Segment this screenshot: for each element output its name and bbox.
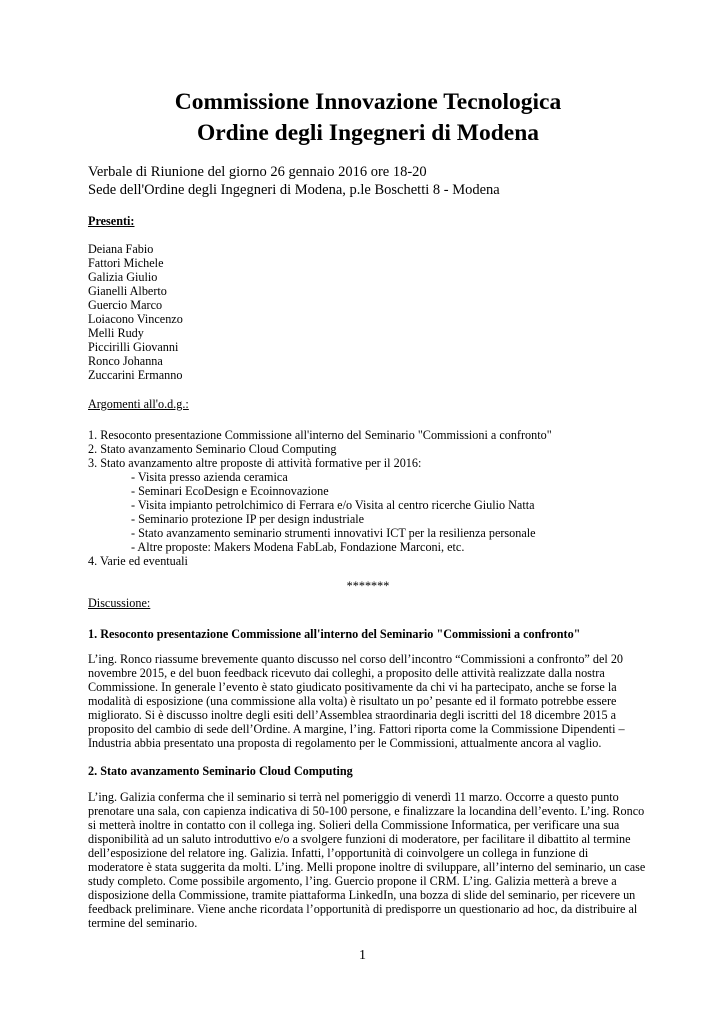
agenda-subitem: - Stato avanzamento seminario strumenti innovativi ICT per la resilienza personale bbox=[131, 526, 536, 540]
section2-heading: 2. Stato avanzamento Seminario Cloud Computing bbox=[88, 764, 353, 778]
paragraph-line: moderatore è stata suggerita da molti. L’ing. Melli propone inoltre di sviluppare, all’interno del seminario, un case bbox=[88, 860, 646, 874]
attendee: Fattori Michele bbox=[88, 256, 164, 270]
page-number: 1 bbox=[359, 948, 366, 963]
section-separator: ******* bbox=[346, 579, 390, 593]
paragraph-line: study completo. Come possibile argomento, l’ing. Guercio propone il CRM. L’ing. Galizia metterà a breve a bbox=[88, 874, 617, 888]
paragraph-line: Industria abbia presentato una proposta di regolamento per le Commissioni, attualmente ancora al vaglio. bbox=[88, 736, 602, 750]
paragraph-line: proposito del cambio di sede dell’Ordine. A margine, l’ing. Fattori riporta come la Commissione Dipendenti – bbox=[88, 722, 625, 736]
document-title: Commissione Innovazione Tecnologica bbox=[174, 89, 562, 115]
document-subtitle: Ordine degli Ingegneri di Modena bbox=[196, 120, 540, 146]
attendee: Galizia Giulio bbox=[88, 270, 158, 284]
agenda-item: 1. Resoconto presentazione Commissione all'interno del Seminario "Commissioni a confronto" bbox=[88, 428, 552, 442]
agenda-list bbox=[88, 428, 552, 568]
paragraph-line: migliorato. Si è discusso inoltre degli esiti dell’Assemblea straordinaria degli iscritti del 18 dicembre 2015 a bbox=[88, 708, 617, 722]
paragraph-line: L’ing. Ronco riassume brevemente quanto discusso nel corso dell’incontro “Commissioni a confronto” del 20 bbox=[88, 652, 624, 666]
agenda-item: 3. Stato avanzamento altre proposte di attività formative per il 2016: bbox=[88, 456, 422, 470]
attendee: Piccirilli Giovanni bbox=[88, 340, 179, 354]
paragraph-line: si metterà inoltre in contatto con il collega ing. Solieri della Commissione Informatica, per verificare una sua bbox=[88, 818, 620, 832]
discussione-heading bbox=[88, 596, 150, 610]
attendee-list bbox=[88, 242, 183, 382]
paragraph-line: disponibilità ad un saluto introduttivo e/o a svolgere funzioni di moderatore, per facilitare il dibattito al termine bbox=[88, 832, 631, 846]
meeting-date-line: Verbale di Riunione del giorno 26 gennaio 2016 ore 18-20 bbox=[88, 164, 427, 180]
paragraph-line: feedback preliminare. Viene anche ricordata l’opportunità di predisporre un questionario ad hoc, da distribuire al bbox=[88, 902, 638, 916]
paragraph-line: Commissione. In generale l’evento è stato giudicato positivamente da chi vi ha partecipato, anche se forse la bbox=[88, 680, 617, 694]
presenti-heading bbox=[88, 214, 134, 228]
agenda-subitem: - Visita presso azienda ceramica bbox=[131, 470, 288, 484]
section2-paragraph bbox=[88, 790, 646, 930]
attendee: Melli Rudy bbox=[88, 326, 144, 340]
attendee: Loiacono Vincenzo bbox=[88, 312, 183, 326]
attendee: Guercio Marco bbox=[88, 298, 163, 312]
agenda-item: 4. Varie ed eventuali bbox=[88, 554, 188, 568]
agenda-subitem: - Visita impianto petrolchimico di Ferrara e/o Visita al centro ricerche Giulio Natta bbox=[131, 498, 535, 512]
venue-line: Sede dell'Ordine degli Ingegneri di Modena, p.le Boschetti 8 - Modena bbox=[88, 182, 500, 198]
section1-heading: 1. Resoconto presentazione Commissione all'interno del Seminario "Commissioni a confronto" bbox=[88, 627, 581, 641]
agenda-subitem: - Seminari EcoDesign e Ecoinnovazione bbox=[131, 484, 329, 498]
paragraph-line: dell’esposizione del relatore ing. Galizia. Infatti, l’opportunità di coinvolgere un collega in funzione di bbox=[88, 846, 589, 860]
paragraph-line: novembre 2015, e del buon feedback ricevuto dai colleghi, a proposito delle attività realizzate dalla nostra bbox=[88, 666, 605, 680]
paragraph-line: modalità di esposizione (una commissione alla volta) è risultato un po’ pesante ed il formato potrebbe essere bbox=[88, 694, 617, 708]
section1-paragraph bbox=[88, 652, 643, 750]
attendee: Ronco Johanna bbox=[88, 354, 163, 368]
attendee: Zuccarini Ermanno bbox=[88, 368, 183, 382]
attendee: Deiana Fabio bbox=[88, 242, 154, 256]
paragraph-line: disposizione della Commissione, tramite piattaforma LinkedIn, una bozza di slide del seminario, per ricevere un bbox=[88, 888, 636, 902]
discussione-heading-text: Discussione: bbox=[88, 596, 151, 610]
argomenti-heading bbox=[88, 397, 189, 411]
paragraph-line: prenotare una sala, con capienza indicativa di 50-100 persone, e finalizzare la locandina dell’evento. L’ing. Ronco bbox=[88, 804, 645, 818]
agenda-subitem: - Seminario protezione IP per design industriale bbox=[131, 512, 365, 526]
presenti-heading-text: Presenti: bbox=[88, 214, 135, 228]
attendee: Gianelli Alberto bbox=[88, 284, 167, 298]
agenda-item: 2. Stato avanzamento Seminario Cloud Computing bbox=[88, 442, 337, 456]
paragraph-line: L’ing. Galizia conferma che il seminario si terrà nel pomeriggio di venerdì 11 marzo. Occorre a questo punto bbox=[88, 790, 619, 804]
paragraph-line: termine del seminario. bbox=[88, 916, 198, 930]
argomenti-heading-text: Argomenti all'o.d.g.: bbox=[88, 397, 189, 411]
agenda-subitem: - Altre proposte: Makers Modena FabLab, Fondazione Marconi, etc. bbox=[131, 540, 465, 554]
